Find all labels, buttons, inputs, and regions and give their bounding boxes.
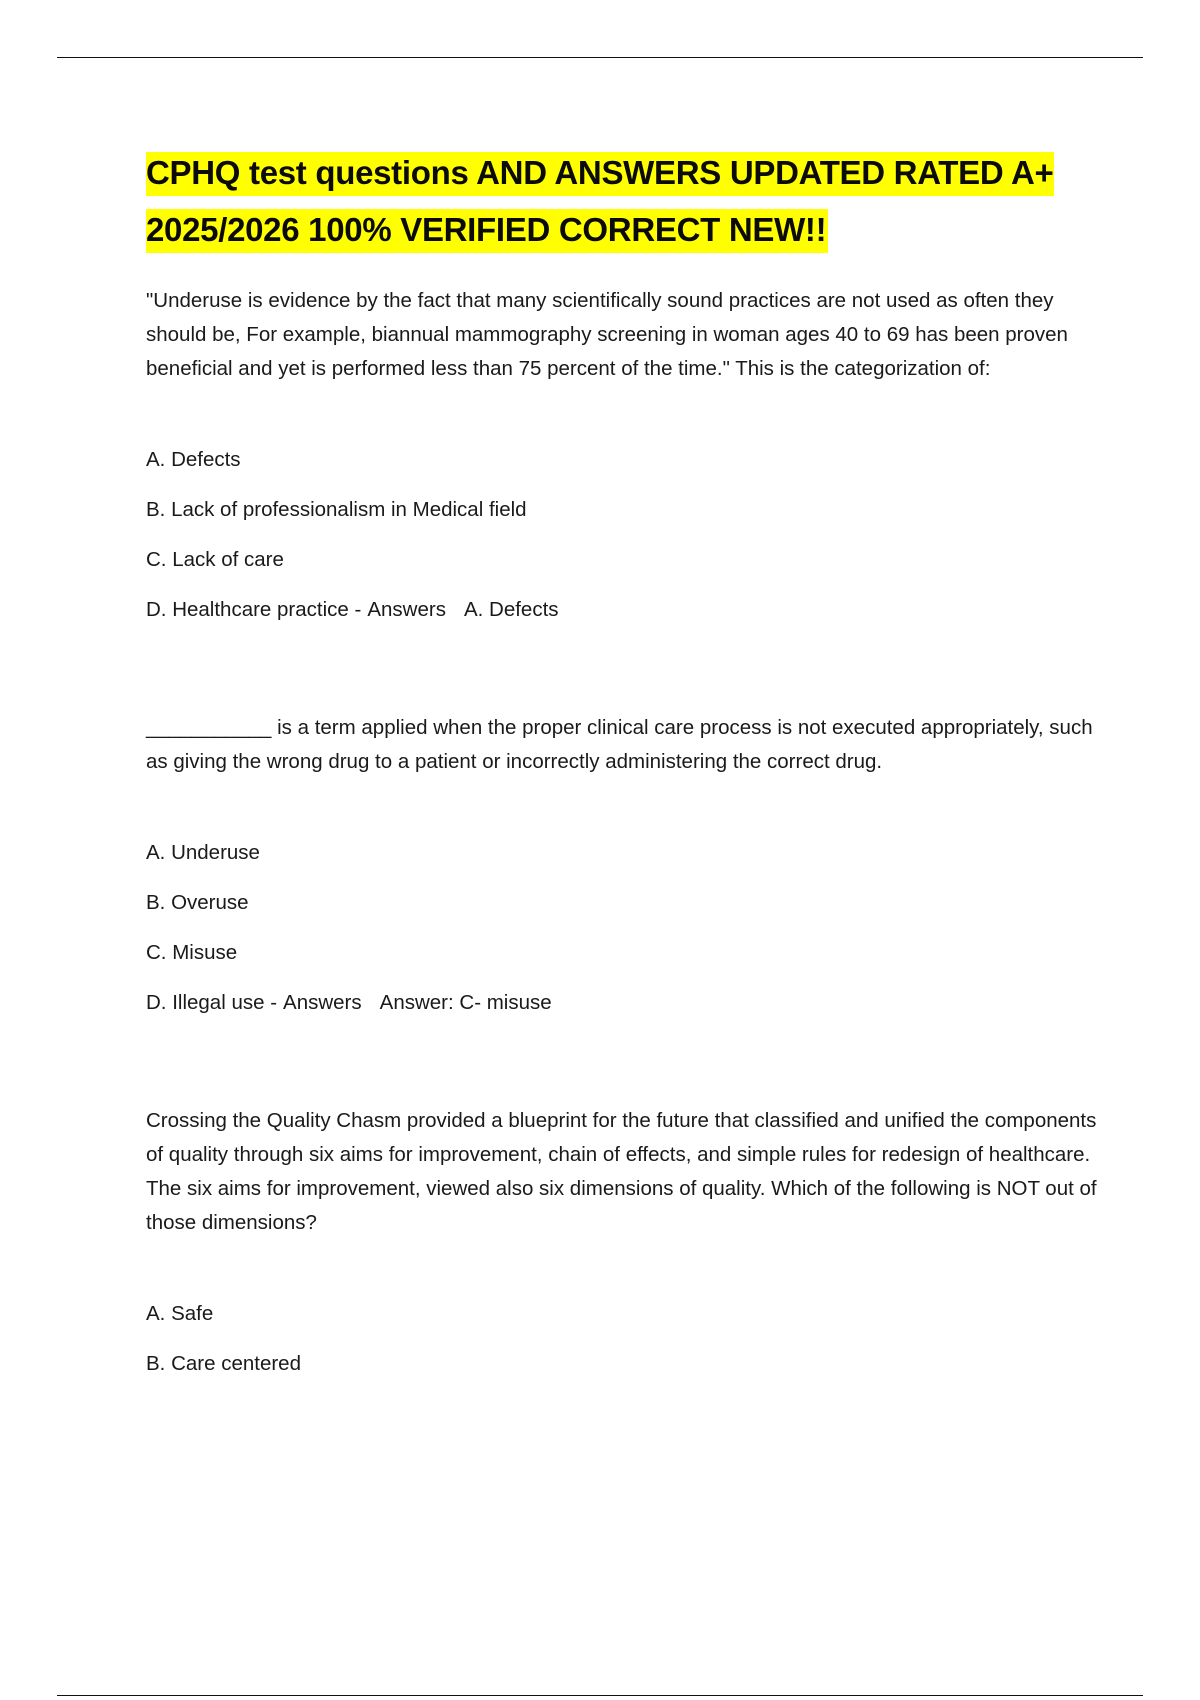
option-item: A. Defects <box>146 448 241 471</box>
bottom-rule <box>57 1695 1143 1696</box>
question-text: ___________ is a term applied when the proper clinical care process is not executed appropriately, such as giving the wrong drug to a patient or incorrectly administering the correct drug. <box>146 716 1093 773</box>
option-item: C. Lack of care <box>146 548 284 571</box>
top-rule <box>57 57 1143 58</box>
document-title <box>146 144 1106 258</box>
question-block-3 <box>146 1104 1106 1377</box>
document-body <box>146 144 1106 1401</box>
option-text: D. Healthcare practice - <box>146 598 362 621</box>
option-item-with-answer <box>146 597 1106 623</box>
option-item: B. Overuse <box>146 891 249 914</box>
option-item: A. Safe <box>146 1302 214 1325</box>
option-item: B. Care centered <box>146 1352 301 1375</box>
answer-value: A. Defects <box>463 598 559 621</box>
option-list <box>146 447 1106 623</box>
answer-value: Answer: C- misuse <box>379 991 552 1014</box>
document-title-highlight: CPHQ test questions AND ANSWERS UPDATED RATED A+ 2025/2026 100% VERIFIED CORRECT NEW!! <box>146 152 1054 253</box>
question-text: Crossing the Quality Chasm provided a blueprint for the future that classified and unified the components of quality through six aims for improvement, chain of effects, and simple rules for redesign of healthcare. The six aims for improvement, viewed also six dimensions of quality. Which of the following is NOT out of those dimensions? <box>146 1109 1097 1234</box>
option-item: C. Misuse <box>146 941 238 964</box>
question-text: "Underuse is evidence by the fact that many scientifically sound practices are not used as often they should be, For example, biannual mammography screening in woman ages 40 to 69 has been proven beneficial and yet is performed less than 75 percent of the time." This is the categorization of: <box>146 289 1068 380</box>
option-list <box>146 840 1106 1016</box>
question-block-1 <box>146 284 1106 623</box>
option-item-with-answer <box>146 990 1106 1016</box>
option-list <box>146 1301 1106 1377</box>
option-text: D. Illegal use - <box>146 991 278 1014</box>
question-block-2 <box>146 711 1106 1016</box>
answers-label: Answers <box>283 991 362 1014</box>
option-item: B. Lack of professionalism in Medical field <box>146 498 527 521</box>
answers-label: Answers <box>367 598 446 621</box>
option-item: A. Underuse <box>146 841 260 864</box>
